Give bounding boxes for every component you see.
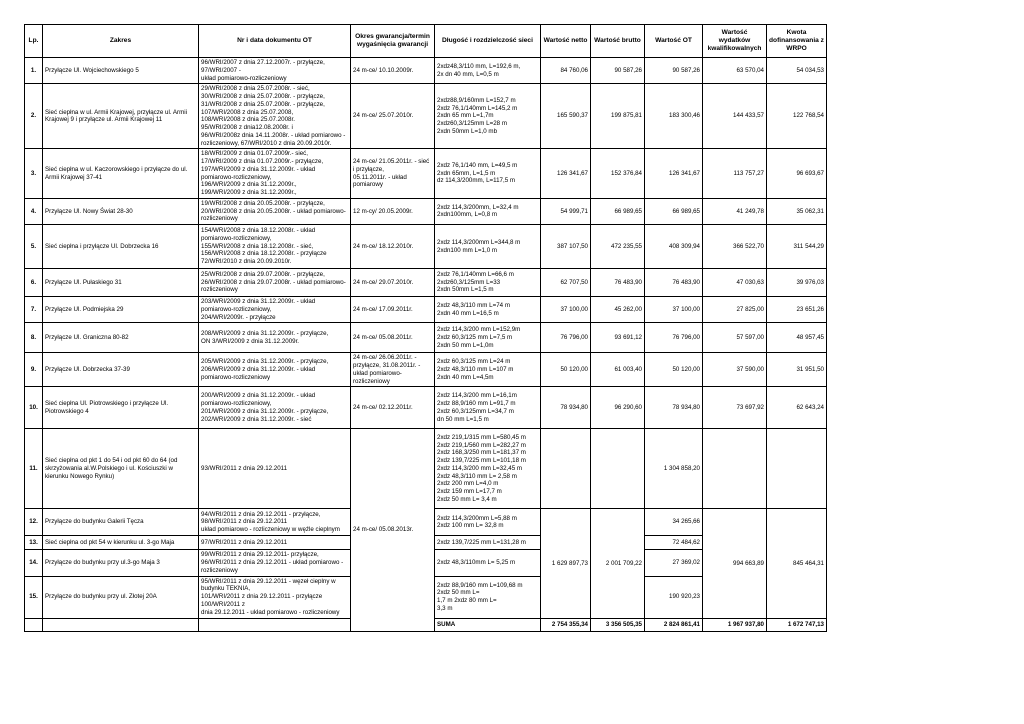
- funding-amount-cell: 39 976,03: [767, 269, 827, 297]
- table-body: [25, 58, 827, 632]
- row-number: 4.: [25, 198, 43, 224]
- network-length-cell: 2xdz 114,3/200mm L=344,8 m 2xdn100 mm L=1,0 m: [435, 225, 541, 269]
- warranty-cell: 24 m-ce/ 25.07.2010r.: [351, 84, 435, 149]
- network-length-cell: 2xdz 139,7/225 mm L=131,28 m: [435, 536, 541, 550]
- header-nr-data: Nr i data dokumentu OT: [199, 25, 351, 58]
- net-value-cell: 78 934,80: [541, 387, 591, 429]
- investment-table: [24, 24, 827, 632]
- ot-value-cell: 66 989,65: [645, 198, 703, 224]
- header-ot: Wartość OT: [645, 25, 703, 58]
- scope-cell: Przyłącze Ul. Wojciechowskiego 5: [43, 58, 199, 84]
- scope-cell: Przyłącze Ul. Dobrzecka 37-39: [43, 353, 199, 387]
- eligible-expenses-cell: 366 522,70: [703, 225, 767, 269]
- network-length-cell: 2xdz 48,3/110mm L= 5,25 m: [435, 550, 541, 576]
- summary-ot-value: 2 824 861,41: [645, 618, 703, 631]
- summary-label: SUMA: [435, 618, 541, 631]
- row-number: 10.: [25, 387, 43, 429]
- warranty-cell: 24 m-ce/ 18.12.2010r.: [351, 225, 435, 269]
- table-row: [25, 58, 827, 84]
- header-kwota: Kwota dofinansowania z WRPO: [767, 25, 827, 58]
- eligible-expenses-cell: 47 030,63: [703, 269, 767, 297]
- eligible-expenses-cell: 994 663,89: [703, 509, 767, 618]
- network-length-cell: 2xdz 76,1/140mm L=66,6 m 2xdz60,3/125mm L=33 2xdn 50mm L=1,5 m: [435, 269, 541, 297]
- document-cell: 203/WRI/2009 z dnia 31.12.2009r. - układ pomiarowo-rozliczeniowy, 204/WRI/2009r. - przyłącze: [199, 297, 351, 323]
- header-brutto: Wartość brutto: [591, 25, 645, 58]
- network-length-cell: 2xdz 114,3/200 mm L=152,9m 2xdz 60,3/125 mm L=7,5 m 2xdn 50 mm L=1,0m: [435, 323, 541, 353]
- table-row: [25, 84, 827, 149]
- funding-amount-cell: 62 643,24: [767, 387, 827, 429]
- net-value-cell: 126 341,67: [541, 149, 591, 199]
- summary-gross-value: 3 356 505,35: [591, 618, 645, 631]
- document-cell: 154/WRI/2008 z dnia 18.12.2008r. - układ pomiarowo-rozliczeniowy, 155/WRI/2008 z dnia 18.12.2008r. - sieć, 156/WRI/2008 z dnia 18.12.2008r. - przyłącze 72/WRI/2010 z dnia 20.09.2010r.: [199, 225, 351, 269]
- document-cell: 97/WRI/2011 z dnia 29.12.2011: [199, 536, 351, 550]
- net-value-cell: [541, 429, 591, 509]
- funding-amount-cell: 845 464,31: [767, 509, 827, 618]
- document-cell: 205/WRI/2009 z dnia 31.12.2009r. - przyłącze, 206/WRI/2009 z dnia 31.12.2009r. - układ pomiarowo-rozliczeniowy: [199, 353, 351, 387]
- funding-amount-cell: 31 951,50: [767, 353, 827, 387]
- net-value-cell: 54 999,71: [541, 198, 591, 224]
- table-row: [25, 149, 827, 199]
- table-row: [25, 323, 827, 353]
- gross-value-cell: 76 483,90: [591, 269, 645, 297]
- scope-cell: Przyłącze do budynku przy ul.3-go Maja 3: [43, 550, 199, 576]
- ot-value-cell: 1 304 858,20: [645, 429, 703, 509]
- scope-cell: Przyłącze Ul. Graniczna 80-82: [43, 323, 199, 353]
- ot-value-cell: 76 796,00: [645, 323, 703, 353]
- table-row: [25, 297, 827, 323]
- row-number: 5.: [25, 225, 43, 269]
- scope-cell: Przyłącze Ul. Podmiejska 29: [43, 297, 199, 323]
- warranty-cell: 24 m-ce/ 02.12.2011r.: [351, 387, 435, 429]
- ot-value-cell: 190 920,23: [645, 576, 703, 618]
- row-number: 15.: [25, 576, 43, 618]
- network-length-cell: 2xdz 114,3/200mm L=5,88 m 2xdz 100 mm L= 32,8 m: [435, 509, 541, 536]
- scope-cell: Sieć ciepłna w ul. Armii Krajowej, przyłącze ul. Armii Krajowej 9 i przyłącze ul. Armii Krajowej 11: [43, 84, 199, 149]
- network-length-cell: 2xdz 48,3/110 mm L=74 m 2xdn 40 mm L=16,5 m: [435, 297, 541, 323]
- warranty-cell: 24 m-ce/ 21.05.2011r. - sieć i przyłącze, 05.11.2011r. - układ pomiarowy: [351, 149, 435, 199]
- row-number: 7.: [25, 297, 43, 323]
- net-value-cell: 76 796,00: [541, 323, 591, 353]
- ot-value-cell: 183 300,46: [645, 84, 703, 149]
- network-length-cell: 2xdz 114,3/200 mm L=16,1m 2xdz 88,9/160 mm L=91,7 m 2xdz 60,3/125mm L=34,7 m dn 50 mm L=1,5 m: [435, 387, 541, 429]
- scope-cell: Sieć ciepłna w ul. Kaczorowskiego i przyłącze do ul. Armii Krajowej 37-41: [43, 149, 199, 199]
- summary-net-value: 2 754 355,34: [541, 618, 591, 631]
- document-sheet: [24, 24, 826, 632]
- row-number: 13.: [25, 536, 43, 550]
- summary-funding-amount: 1 672 747,13: [767, 618, 827, 631]
- network-length-cell: 2xdz 60,3/125 mm L=24 m 2xdz 48,3/110 mm L=107 m 2xdn 40 mm L=4,5m: [435, 353, 541, 387]
- document-cell: 200/WRI/2009 z dnia 31.12.2009r. - układ pomiarowo-rozliczeniowy, 201/WRI/2009 z dnia 31.12.2009r. - przyłącze, 202/WRI/2009 z dnia 31.12.2009r. - sieć: [199, 387, 351, 429]
- document-cell: 93/WRI/2011 z dnia 29.12.2011: [199, 429, 351, 509]
- row-number: 8.: [25, 323, 43, 353]
- ot-value-cell: 90 587,26: [645, 58, 703, 84]
- row-number: 3.: [25, 149, 43, 199]
- gross-value-cell: [591, 429, 645, 509]
- table-row: [25, 269, 827, 297]
- scope-cell: Sieć ciepłna od pkt 1 do 54 i od pkt 60 do 64 (od skrzyżowania al.W.Polskiego i ul. Kościuszki w kierunku Nowego Rynku): [43, 429, 199, 509]
- network-length-cell: 2xdz 114,3/200mm, L=32,4 m 2xdn100mm, L=0,8 m: [435, 198, 541, 224]
- gross-value-cell: 152 376,84: [591, 149, 645, 199]
- scope-cell: Przyłącze Ul. Nowy Świat 28-30: [43, 198, 199, 224]
- funding-amount-cell: 35 062,31: [767, 198, 827, 224]
- gross-value-cell: 2 001 709,22: [591, 509, 645, 618]
- header-row: [25, 25, 827, 58]
- net-value-cell: 37 100,00: [541, 297, 591, 323]
- gross-value-cell: 472 235,55: [591, 225, 645, 269]
- document-cell: 19/WRI/2008 z dnia 20.05.2008r. - przyłącze, 20/WRI/2008 z dnia 20.05.2008r. - układ pomiarowo-rozliczeniowy: [199, 198, 351, 224]
- document-cell: 99/WRI/2011 z dnia 29.12.2011- przyłącze, 96/WRI/2011 z dnia 29.12.2011 - układ pomiarowo - rozliczeniowy: [199, 550, 351, 576]
- row-number: 12.: [25, 509, 43, 536]
- gross-value-cell: 96 290,60: [591, 387, 645, 429]
- network-length-cell: 2xdz88,9/160mm L=152,7 m 2xdz 76,1/140mm L=145,2 m 2xdn 65 mm L=1,7m 2xdz60,3/125mm L=28 m 2xdn 50mm L=1,0 mb: [435, 84, 541, 149]
- row-number: 9.: [25, 353, 43, 387]
- gross-value-cell: 90 587,26: [591, 58, 645, 84]
- network-length-cell: 2xdz48,3/110 mm, L=192,6 m, 2x dn 40 mm, L=0,5 m: [435, 58, 541, 84]
- eligible-expenses-cell: [703, 429, 767, 509]
- ot-value-cell: 50 120,00: [645, 353, 703, 387]
- scope-cell: Przyłącze do budynku Galerii Tęcza: [43, 509, 199, 536]
- ot-value-cell: 76 483,90: [645, 269, 703, 297]
- funding-amount-cell: 48 957,45: [767, 323, 827, 353]
- funding-amount-cell: 122 768,54: [767, 84, 827, 149]
- funding-amount-cell: 311 544,29: [767, 225, 827, 269]
- summary-blank: [25, 618, 43, 631]
- scope-cell: Sieć ciepłna i przyłącze Ul. Dobrzecka 16: [43, 225, 199, 269]
- net-value-cell: 165 590,37: [541, 84, 591, 149]
- gross-value-cell: 61 003,40: [591, 353, 645, 387]
- document-cell: 208/WRI/2009 z dnia 31.12.2009r. - przyłącze, ON 3/WRI/2009 z dnia 31.12.2009r.: [199, 323, 351, 353]
- header-zakres: Zakres: [43, 25, 199, 58]
- eligible-expenses-cell: 73 697,92: [703, 387, 767, 429]
- table-row: [25, 198, 827, 224]
- row-number: 1.: [25, 58, 43, 84]
- header-lp: Lp.: [25, 25, 43, 58]
- document-cell: 96/WRI/2007 z dnia 27.12.2007r. - przyłącze, 97/WRI/2007 - układ pomiarowo-rozliczeniowy: [199, 58, 351, 84]
- scope-cell: Sieć ciepłna od pkt 54 w kierunku ul. 3-go Maja: [43, 536, 199, 550]
- eligible-expenses-cell: 41 249,78: [703, 198, 767, 224]
- warranty-cell: 24 m-ce/ 29.07.2010r.: [351, 269, 435, 297]
- gross-value-cell: 45 262,00: [591, 297, 645, 323]
- gross-value-cell: 66 989,65: [591, 198, 645, 224]
- row-number: 6.: [25, 269, 43, 297]
- row-number: 2.: [25, 84, 43, 149]
- warranty-cell: 24 m-ce/ 05.08.2013r.: [351, 429, 435, 631]
- warranty-cell: 24 m-ce/ 05.08.2011r.: [351, 323, 435, 353]
- gross-value-cell: 199 875,81: [591, 84, 645, 149]
- document-cell: 95/WRI/2011 z dnia 29.12.2011 - węzeł cieplny w budynku TEKNIA, 101/WRI/2011 z dnia 29.12.2011 - przyłącze 100/WRI/2011 z dnia 29.12.2011 - układ pomiarowo - rozliczeniowy: [199, 576, 351, 618]
- funding-amount-cell: 23 651,26: [767, 297, 827, 323]
- eligible-expenses-cell: 27 825,00: [703, 297, 767, 323]
- warranty-cell: 24 m-ce/ 26.06.2011r. - przyłącze, 31.08.2011r. - układ pomiarowo-rozliczeniowy: [351, 353, 435, 387]
- warranty-cell: 24 m-ce/ 10.10.2009r.: [351, 58, 435, 84]
- table-row: [25, 387, 827, 429]
- scope-cell: Przyłącze Ul. Pułaskiego 31: [43, 269, 199, 297]
- row-number: 11.: [25, 429, 43, 509]
- eligible-expenses-cell: 37 590,00: [703, 353, 767, 387]
- warranty-cell: 24 m-ce/ 17.09.2011r.: [351, 297, 435, 323]
- eligible-expenses-cell: 144 433,57: [703, 84, 767, 149]
- header-wydatki: Wartość wydatków kwalifikowalnych: [703, 25, 767, 58]
- net-value-cell: 50 120,00: [541, 353, 591, 387]
- summary-eligible-expenses: 1 967 937,80: [703, 618, 767, 631]
- net-value-cell: 84 760,06: [541, 58, 591, 84]
- ot-value-cell: 72 484,62: [645, 536, 703, 550]
- header-netto: Wartość netto: [541, 25, 591, 58]
- summary-blank: [199, 618, 351, 631]
- funding-amount-cell: [767, 429, 827, 509]
- network-length-cell: 2xdz 88,9/160 mm L=109,68 m 2xdz 50 mm L= 1,7 m 2xdz 80 mm L= 3,3 m: [435, 576, 541, 618]
- header-okres: Okres gwarancja/termin wygaśnięcia gwarancji: [351, 25, 435, 58]
- table-row: [25, 353, 827, 387]
- ot-value-cell: 126 341,67: [645, 149, 703, 199]
- net-value-cell: 387 107,50: [541, 225, 591, 269]
- row-number: 14.: [25, 550, 43, 576]
- ot-value-cell: 27 369,02: [645, 550, 703, 576]
- summary-blank: [43, 618, 199, 631]
- document-cell: 94/WRI/2011 z dnia 29.12.2011 - przyłącze, 98/WRI/2011 z dnia 29.12.2011 układ pomiarowo - rozliczeniowy w węźle cieplnym: [199, 509, 351, 536]
- warranty-cell: 12 m-cy/ 20.05.2009r.: [351, 198, 435, 224]
- network-length-cell: 2xdz 76,1/140 mm, L=49,5 m 2xdn 65mm, L=1,5 m dz 114,3/200mm, L=117,5 m: [435, 149, 541, 199]
- scope-cell: Przyłącze do budynku przy ul. Złotej 20A: [43, 576, 199, 618]
- ot-value-cell: 408 309,94: [645, 225, 703, 269]
- document-cell: 25/WRI/2008 z dnia 29.07.2008r. - przyłącze, 26/WRI/2008 z dnia 29.07.2008r. - układ pomiarowo-rozliczeniowy: [199, 269, 351, 297]
- funding-amount-cell: 96 693,67: [767, 149, 827, 199]
- net-value-cell: 1 629 897,73: [541, 509, 591, 618]
- funding-amount-cell: 54 034,53: [767, 58, 827, 84]
- net-value-cell: 62 707,50: [541, 269, 591, 297]
- ot-value-cell: 34 265,66: [645, 509, 703, 536]
- table-row: [25, 225, 827, 269]
- document-cell: 29/WRI/2008 z dnia 25.07.2008r. - sieć, 30/WRI/2008 z dnia 25.07.2008r. - przyłącze, 31/WRI/2008 z dnia 25.07.2008r. - przyłącze, 107/WRI/2008 z dnia 25.07.2008, 108/WRI/2008 z dnia 25.07.2008r. 95/WRI/2008 z dnia12.08.2008r. i 96/WRI/2008z dnia 14.11.2008r. - układ pomiarowo - rozliczeniowy, 67/WRI/2010 z dnia 20.09.2010r.: [199, 84, 351, 149]
- ot-value-cell: 37 100,00: [645, 297, 703, 323]
- eligible-expenses-cell: 113 757,27: [703, 149, 767, 199]
- network-length-cell: 2xdz 219,1/315 mm L=580,45 m 2xdz 219,1/560 mm L=282,27 m 2xdz 168,3/250 mm L=181,37 m 2xdz 139,7/225 mm L=101,18 m 2xdz 114,3/200 mm L=32,45 m 2xdz 48,3/110 mm L= 2,58 m 2xdz 200 mm L=4,0 m 2xdz 159 mm L=17,7 m 2xdz 50 mm L= 3,4 m: [435, 429, 541, 509]
- header-dlugosc: Długość i rozdzielczość sieci: [435, 25, 541, 58]
- eligible-expenses-cell: 57 597,00: [703, 323, 767, 353]
- gross-value-cell: 93 691,12: [591, 323, 645, 353]
- table-row: [25, 429, 827, 509]
- ot-value-cell: 78 934,80: [645, 387, 703, 429]
- scope-cell: Sieć ciepłna Ul. Piotrowskiego i przyłącze Ul. Piotrowskiego 4: [43, 387, 199, 429]
- document-cell: 18/WRI/2009 z dnia 01.07.2009r.- sieć, 17/WRI/2009 z dnia 01.07.2009r.- przyłącze, 197/WRI/2009 z dnia 31.12.2009r. - układ pomiarowo-rozliczeniowy, 196/WRI/2009 z dnia 31.12.2009r., 199/WRI/2009 z dnia 31.12.2009r.,: [199, 149, 351, 199]
- eligible-expenses-cell: 63 570,04: [703, 58, 767, 84]
